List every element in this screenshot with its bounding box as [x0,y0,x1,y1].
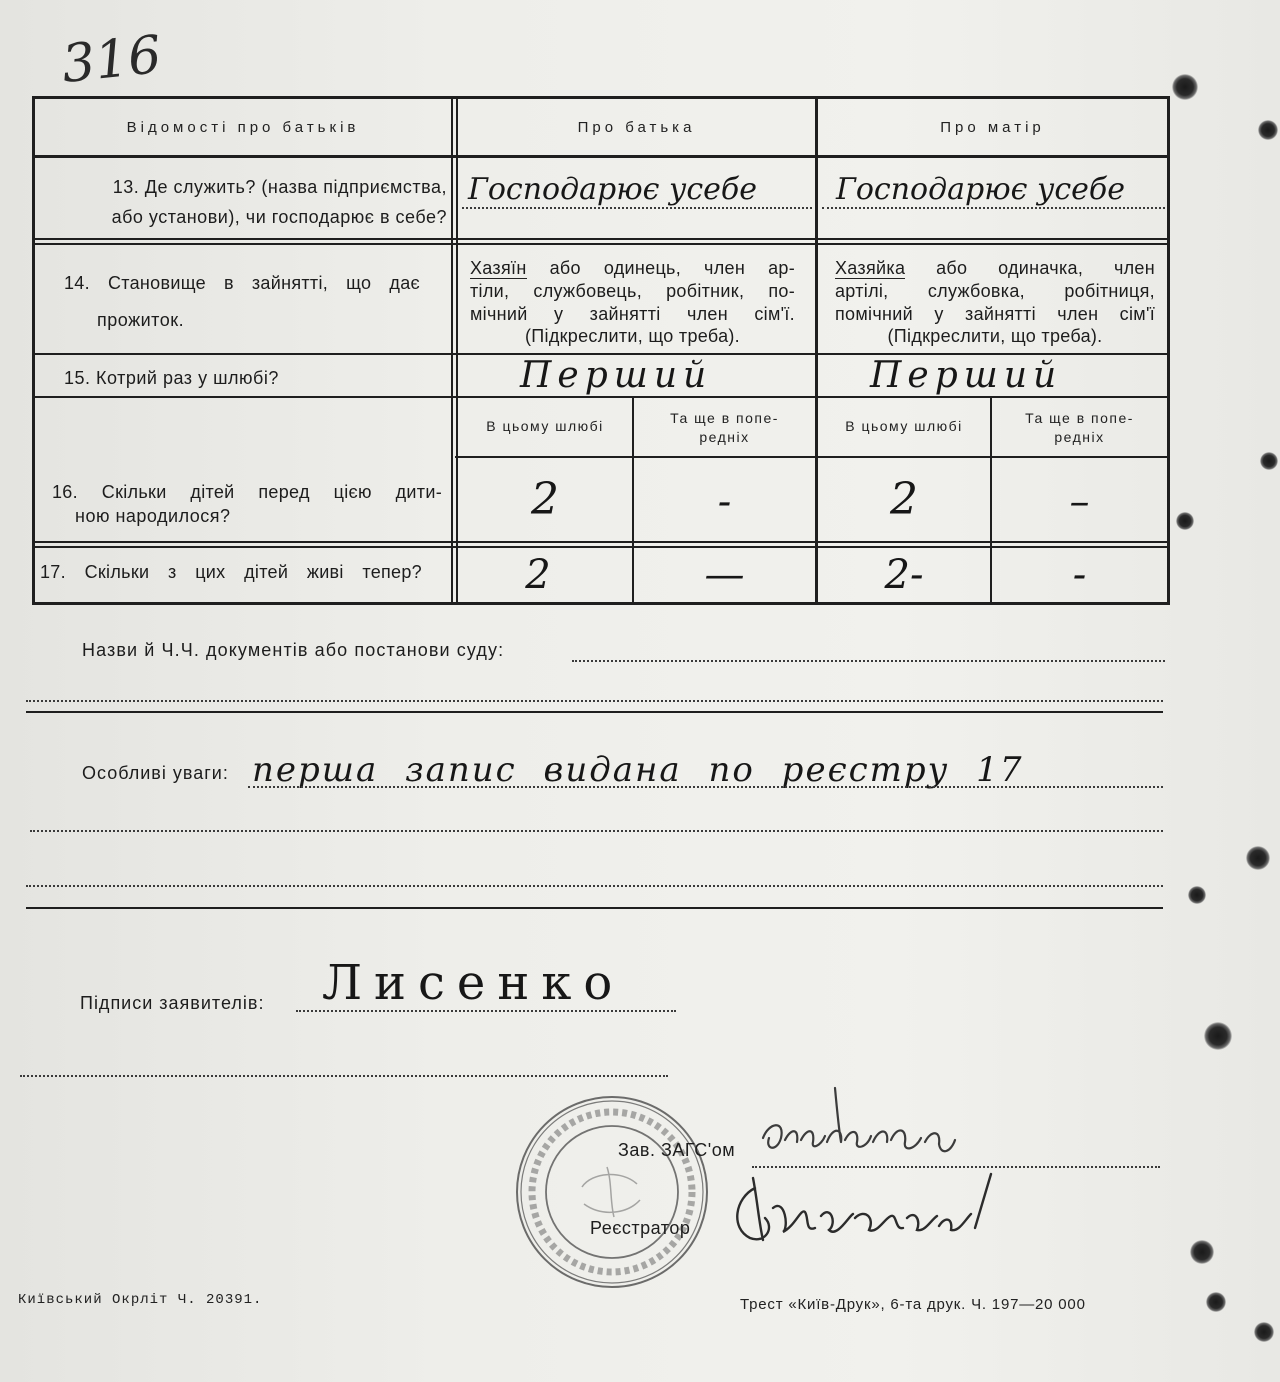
mother-previous-header-line1: Та ще в попе- [1025,410,1134,426]
applicant-signature-dotted-line-2 [20,1075,668,1077]
punch-hole [1258,120,1278,140]
row17-mother-this-marriage: 2- [884,552,924,598]
signatures-label: Підписи заявителів: [80,993,265,1013]
documents-label: Назви й Ч.Ч. документів або постанови суду: [82,640,505,660]
row14-mother-line1 [835,258,1155,278]
header-divider [32,155,1170,158]
punch-hole [1260,452,1278,470]
remarks-dotted-line-2 [30,830,1163,832]
row17-label: 17. Скільки з цих дітей живі тепер? [40,562,422,582]
mother-previous-header-line2: редніх [1054,429,1105,445]
row13-label-line1: 13. Де служить? (назва підприємства, [112,177,447,197]
punch-hole [1188,886,1206,904]
mother-this-marriage-header: В цьому шлюбі [845,418,963,434]
row14-father-line3: мічний у зайнятті член сім'ї. [470,304,795,324]
remarks-value: перша запис видана по реєстру 17 [252,750,1024,790]
father-this-marriage-header: В цьому шлюбі [486,418,604,434]
row13-father-dotted-line [462,207,812,209]
handwritten-page-number: 316 [59,24,165,96]
column-divider-father-mother [815,96,818,605]
row14-mother-line2: артілі, службовка, робітниця, [835,281,1155,301]
head-label: Зав. ЗАГС'ом [618,1140,736,1160]
registrar-label: Реєстратор [590,1218,691,1238]
punch-hole [1206,1292,1226,1312]
head-signature [755,1080,965,1175]
row14-father-line2: тіли, службовець, робітник, по- [470,281,795,301]
row16-mother-previous: – [1069,479,1090,525]
column-divider-label-b [456,96,458,605]
punch-hole [1190,1240,1214,1264]
row13-divider-b [32,243,1170,245]
remarks-dotted-line-3 [26,885,1163,887]
row14-mother-line4: (Підкреслити, що треба). [887,326,1103,346]
remarks-separator [26,907,1163,909]
row13-mother-dotted-line [822,207,1165,209]
header-mother: Про матір [940,119,1045,136]
row16-label-line1: 16. Скільки дітей перед цією дити- [52,482,442,502]
row14-father-line4: (Підкреслити, що треба). [525,326,740,346]
row16-divider-a [32,541,1170,543]
father-previous-header-line2: редніх [699,429,750,445]
row14-father-line1 [470,258,795,278]
row14-label-line2: прожиток. [97,310,185,330]
column-divider-label-a [451,96,453,605]
row16-father-this-marriage: 2 [531,474,559,525]
documents-separator [26,711,1163,713]
header-parents-info: Відомості про батьків [126,119,360,136]
row13-father-value: Господарює усебе [468,172,757,207]
row17-father-this-marriage: 2 [525,552,551,598]
table-border-left [32,96,35,605]
row15-mother-value: Перший [870,355,1063,396]
table-border-top [32,96,1170,99]
table-border-right [1167,96,1170,605]
footer-print-license: Київський Окрліт Ч. 20391. [18,1292,263,1308]
row15-father-value: Перший [520,355,713,396]
remarks-label: Особливі уваги: [82,763,229,783]
row16-father-previous: - [717,479,732,525]
row14-mother-line3: помічний у зайнятті член сім'ї [835,304,1155,324]
punch-hole [1246,846,1270,870]
row14-father-line1-rest: або одинець, член ар- [549,258,795,278]
remarks-dotted-line [248,786,1163,788]
row14-label-line1: 14. Становище в зайнятті, що дає [64,273,420,293]
official-stamp [512,1092,712,1292]
table-border-bottom [32,602,1170,605]
row13-mother-value: Господарює усебе [836,172,1125,207]
header-father: Про батька [577,119,696,136]
row16-label-line2: ною народилося? [75,506,231,526]
row17-father-previous: — [704,552,745,598]
row13-divider-a [32,238,1170,240]
row14-father-selected-option: Хазяїн [470,258,527,278]
documents-dotted-line-2 [26,700,1163,702]
row16-mother-this-marriage: 2 [890,474,918,525]
father-previous-header-line1: Та ще в попе- [670,410,779,426]
punch-hole [1176,512,1194,530]
footer-printer-info: Трест «Київ-Друк», 6-та друк. Ч. 197—20 000 [740,1296,1086,1313]
punch-hole [1254,1322,1274,1342]
applicant-signature: Лисенко [322,955,625,1011]
row16-divider-b [32,546,1170,548]
row14-mother-line1-rest: або одиначка, член [936,258,1155,278]
applicant-signature-dotted-line [296,1010,676,1012]
row15-label: 15. Котрий раз у шлюбі? [64,368,279,388]
row17-mother-previous: - [1072,552,1087,598]
registrar-signature [725,1168,1015,1250]
row15-divider [32,396,1170,398]
punch-hole [1172,74,1198,100]
subheader-divider [455,456,1170,458]
row13-label-line2: або установи), чи господарює в себе? [111,207,447,227]
documents-dotted-line [572,660,1165,662]
row14-mother-selected-option: Хазяйка [835,258,906,278]
punch-hole [1204,1022,1232,1050]
